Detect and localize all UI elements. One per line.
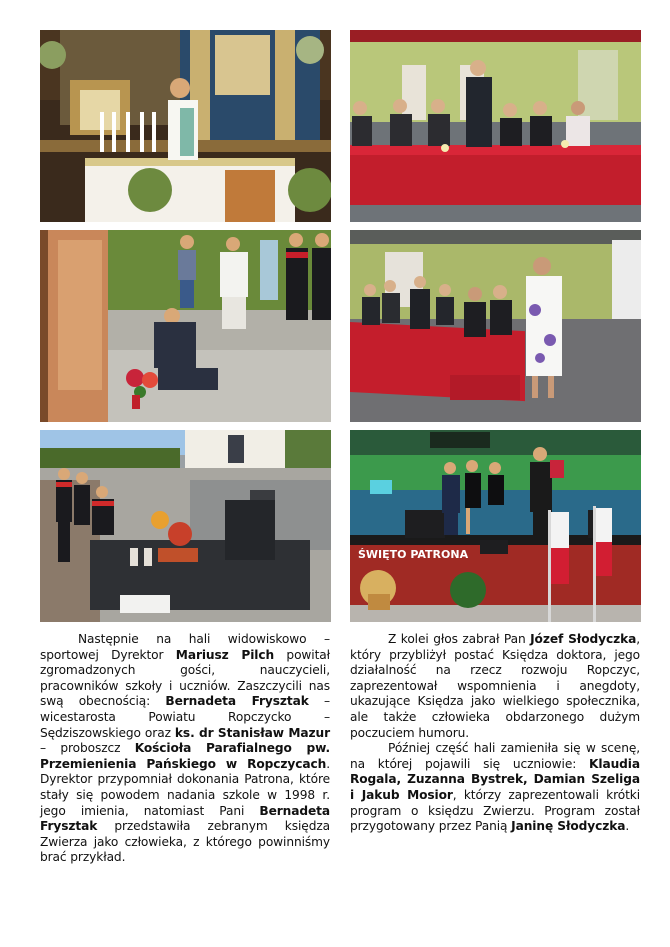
left-paragraph-1: Następnie na hali widowiskowo – sportowej Dyrektor Mariusz Pilch powitał zgromadzonych gości, nauczycieli, pracowników szkoły i uczniów. Zaszczycili nas swą obecnością: Bernadeta Frysztak – wicestarosta Powiatu Ropczycko – Sędziszowskiego oraz ks. dr Stanisław Mazur – proboszcz Kościoła Parafialnego pw. Przemienienia Pańskiego w Ropczycach. Dyrektor przypomniał dokonania Patrona, które stały się powodem nadania szkole w 1998 r. jego imienia, natomiast Pani Bernadeta Frysztak przedstawiła zebranym księdza Zwierza jako człowieka, z którego powinniśmy brać przykład.: [40, 632, 330, 865]
photo-stage: [350, 430, 641, 622]
stage-banner-text: ŚWIĘTO PATRONA: [358, 548, 469, 561]
photo-cemetery: [40, 430, 331, 622]
photo-flowers: [40, 230, 331, 422]
photo-hall-speaker: [350, 230, 641, 422]
right-paragraph-1: Z kolei głos zabrał Pan Józef Słodyczka, który przybliżył postać Księdza doktora, jego działalność na rzecz rozwoju Ropczyc, zaprezentował wspomnienia i anegdoty, ukazujące Księdza jako wielkiego społecznika, ale także człowieka obdarzonego dużym poczuciem humoru.: [350, 632, 640, 740]
left-text-column: [40, 632, 330, 866]
right-paragraph-2: Później część hali zamieniła się w scenę, na której pojawili się uczniowie: Klaudia Rogala, Zuzanna Bystrek, Damian Szeliga i Jakub Mosior, którzy zaprezentowali krótki program o księdzu Zwierzu. Program został przygotowany przez Panią Janinę Słodyczka.: [350, 741, 640, 834]
photo-hall-guests: [350, 30, 641, 222]
right-text-column: [350, 632, 640, 835]
photo-mass: [40, 30, 331, 222]
